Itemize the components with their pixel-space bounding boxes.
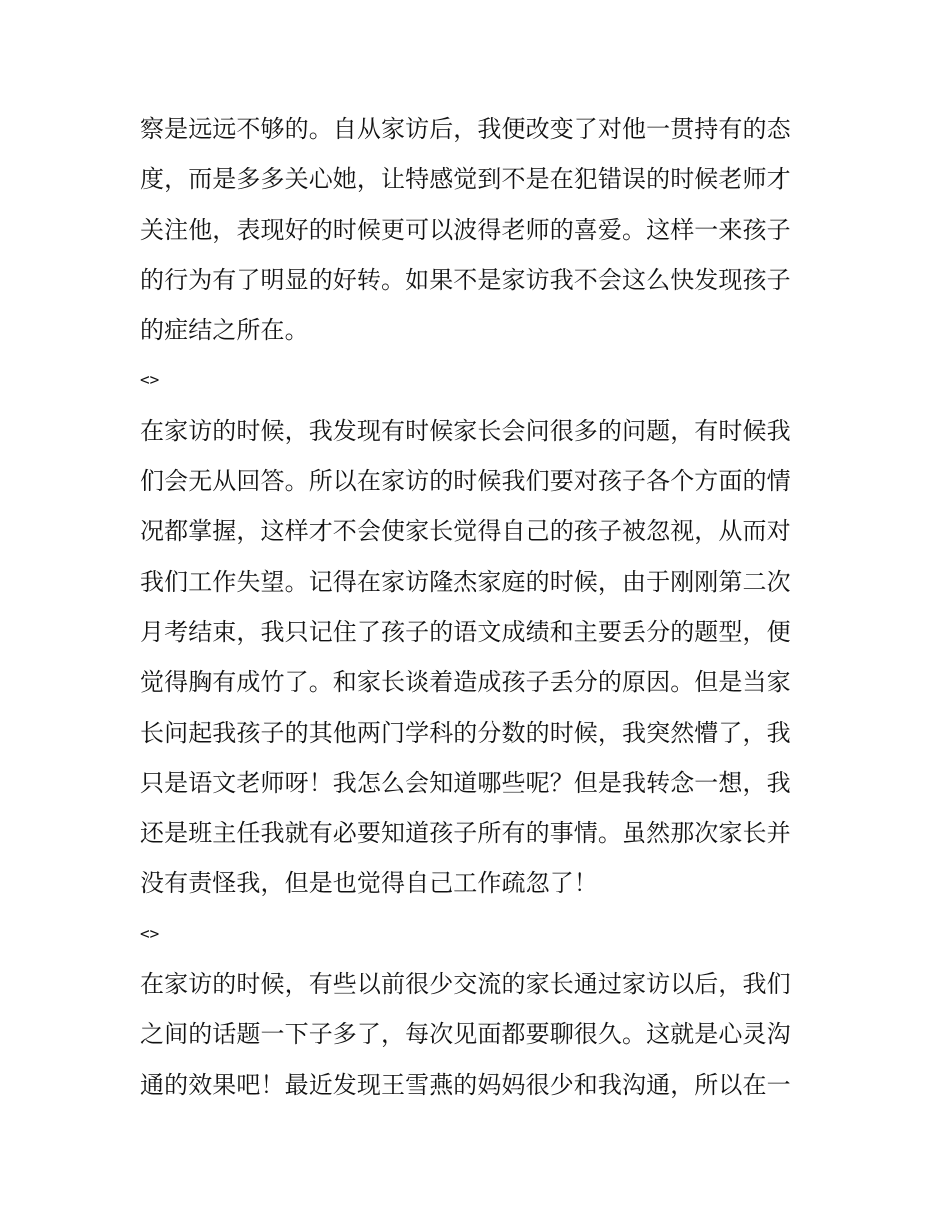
paragraph-marker: <> [140,923,160,943]
text-line: 还是班主任我就有必要知道孩子所有的事情。虽然那次家长并 [140,819,791,848]
body-text [140,104,812,1110]
text-line: 在家访的时候，我发现有时候家长会问很多的问题，有时候我 [140,416,791,445]
text-line: 关注他，表现好的时候更可以波得老师的喜爱。这样一来孩子 [140,215,791,244]
text-line: 度，而是多多关心她，让特感觉到不是在犯错误的时候老师才 [140,165,791,194]
text-line: 在家访的时候，有些以前很少交流的家长通过家访以后，我们 [140,970,791,999]
text-line: 们会无从回答。所以在家访的时候我们要对孩子各个方面的情 [140,467,791,496]
text-line: 只是语文老师呀！我怎么会知道哪些呢？但是我转念一想，我 [140,768,791,797]
text-line: 察是远远不够的。自从家访后，我便改变了对他一贯持有的态 [140,115,791,143]
paragraph-marker: <> [140,370,160,390]
text-line: 的行为有了明显的好转。如果不是家访我不会这么快发现孩子 [140,265,791,294]
text-line: 月考结束，我只记住了孩子的语文成绩和主要丢分的题型，便 [140,617,791,646]
text-line: 没有责怪我，但是也觉得自己工作疏忽了！ [140,869,598,898]
text-line: 之间的话题一下子多了，每次见面都要聊很久。这就是心灵沟 [140,1020,791,1049]
text-line: 况都掌握，这样才不会使家长觉得自己的孩子被忽视，从而对 [140,517,791,546]
text-line: 觉得胸有成竹了。和家长谈着造成孩子丢分的原因。但是当家 [140,668,791,697]
text-line: 我们工作失望。记得在家访隆杰家庭的时候，由于刚刚第二次 [140,567,791,596]
text-line: 的症结之所在。 [140,316,309,345]
text-line: 长问起我孩子的其他两门学科的分数的时候，我突然懵了，我 [140,718,791,747]
text-line: 通的效果吧！最近发现王雪燕的妈妈很少和我沟通，所以在一 [140,1070,791,1099]
